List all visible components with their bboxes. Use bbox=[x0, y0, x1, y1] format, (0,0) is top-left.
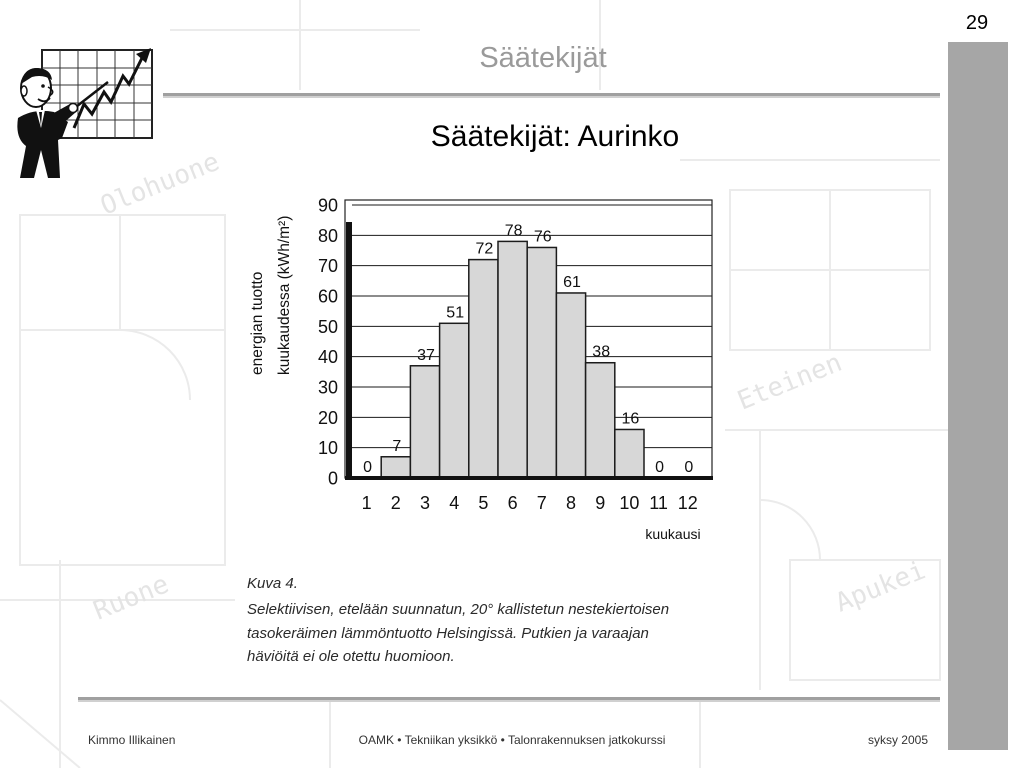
x-axis-title: kuukausi bbox=[645, 526, 701, 542]
x-tick-label-7: 7 bbox=[536, 493, 547, 513]
x-tick-label-3: 3 bbox=[419, 493, 431, 513]
data-label-month-1: 0 bbox=[363, 459, 373, 476]
bar-chart bbox=[235, 188, 725, 558]
data-label-month-2: 7 bbox=[392, 437, 402, 455]
y-axis-title-line-1: energian tuotto bbox=[249, 271, 266, 375]
caption-line-1: Selektiivisen, etelään suunnatun, 20° kallistetun nestekiertoisen bbox=[247, 601, 670, 618]
data-label-month-7: 76 bbox=[533, 228, 552, 246]
y-tick-label-10: 10 bbox=[317, 438, 338, 459]
y-axis-line bbox=[346, 222, 352, 480]
y-tick-label-30: 30 bbox=[317, 377, 338, 398]
x-tick-label-11: 11 bbox=[649, 493, 668, 513]
bar-month-4 bbox=[440, 323, 469, 478]
y-tick-label-20: 20 bbox=[317, 407, 338, 428]
data-label-month-11: 0 bbox=[655, 459, 665, 476]
bar-month-2 bbox=[381, 457, 410, 478]
footer-term: syksy 2005 bbox=[867, 733, 928, 747]
caption-line-3: häviöitä ei ole otettu huomioon. bbox=[247, 648, 455, 665]
x-tick-label-1: 1 bbox=[361, 493, 372, 513]
data-label-month-5: 72 bbox=[475, 240, 494, 258]
x-tick-label-4: 4 bbox=[449, 493, 460, 513]
watermark-label: Olohuone bbox=[96, 146, 224, 222]
x-tick-label-10: 10 bbox=[619, 493, 640, 513]
data-label-month-4: 51 bbox=[446, 304, 465, 322]
watermark-label: Ruone bbox=[89, 569, 174, 627]
side-bar bbox=[948, 42, 1008, 750]
data-label-month-6: 78 bbox=[504, 222, 523, 240]
footer-author: Kimmo Illikainen bbox=[88, 733, 176, 747]
bar-month-7 bbox=[527, 247, 556, 478]
y-tick-label-80: 80 bbox=[317, 225, 338, 246]
x-tick-label-6: 6 bbox=[507, 493, 518, 513]
y-tick-label-70: 70 bbox=[317, 256, 338, 277]
x-tick-label-12: 12 bbox=[677, 493, 698, 513]
x-tick-label-2: 2 bbox=[390, 493, 401, 513]
bar-month-10 bbox=[615, 429, 644, 478]
data-label-month-12: 0 bbox=[684, 459, 694, 476]
watermark-label: Eteinen bbox=[733, 347, 847, 417]
y-axis-title-line-2: kuukaudessa (kWh/m²) bbox=[276, 215, 293, 375]
x-tick-label-5: 5 bbox=[478, 493, 489, 513]
chart-figure bbox=[235, 188, 725, 673]
bar-month-5 bbox=[469, 260, 498, 478]
y-tick-label-90: 90 bbox=[317, 195, 338, 216]
bar-month-3 bbox=[410, 366, 439, 478]
slide-subtitle: Säätekijät: Aurinko bbox=[430, 120, 680, 153]
x-tick-label-9: 9 bbox=[595, 493, 606, 513]
x-tick-label-8: 8 bbox=[565, 493, 577, 513]
data-label-month-9: 38 bbox=[592, 343, 611, 361]
page-number: 29 bbox=[965, 12, 989, 34]
y-tick-label-0: 0 bbox=[327, 468, 338, 489]
footer-course: OAMK • Tekniikan yksikkö • Talonrakennuksen jatkokurssi bbox=[358, 733, 666, 747]
data-label-month-10: 16 bbox=[621, 410, 640, 428]
slide-title: Säätekijät bbox=[479, 42, 607, 74]
data-label-month-3: 37 bbox=[417, 346, 435, 364]
bar-month-6 bbox=[498, 241, 527, 478]
y-tick-label-50: 50 bbox=[317, 316, 338, 337]
caption-label: Kuva 4. bbox=[247, 575, 298, 592]
data-label-month-8: 61 bbox=[563, 273, 581, 291]
caption-line-2: tasokeräimen lämmöntuotto Helsingissä. Putkien ja varaajan bbox=[247, 625, 649, 642]
bar-month-9 bbox=[586, 363, 615, 478]
businessman-pointing-chart-icon bbox=[10, 42, 160, 182]
footer-divider bbox=[78, 697, 940, 702]
watermark-label: Apukei bbox=[831, 555, 930, 619]
bar-month-8 bbox=[556, 293, 585, 478]
x-axis-line bbox=[345, 476, 713, 480]
y-tick-label-40: 40 bbox=[317, 347, 338, 368]
title-divider bbox=[163, 93, 940, 98]
y-tick-label-60: 60 bbox=[317, 286, 338, 307]
